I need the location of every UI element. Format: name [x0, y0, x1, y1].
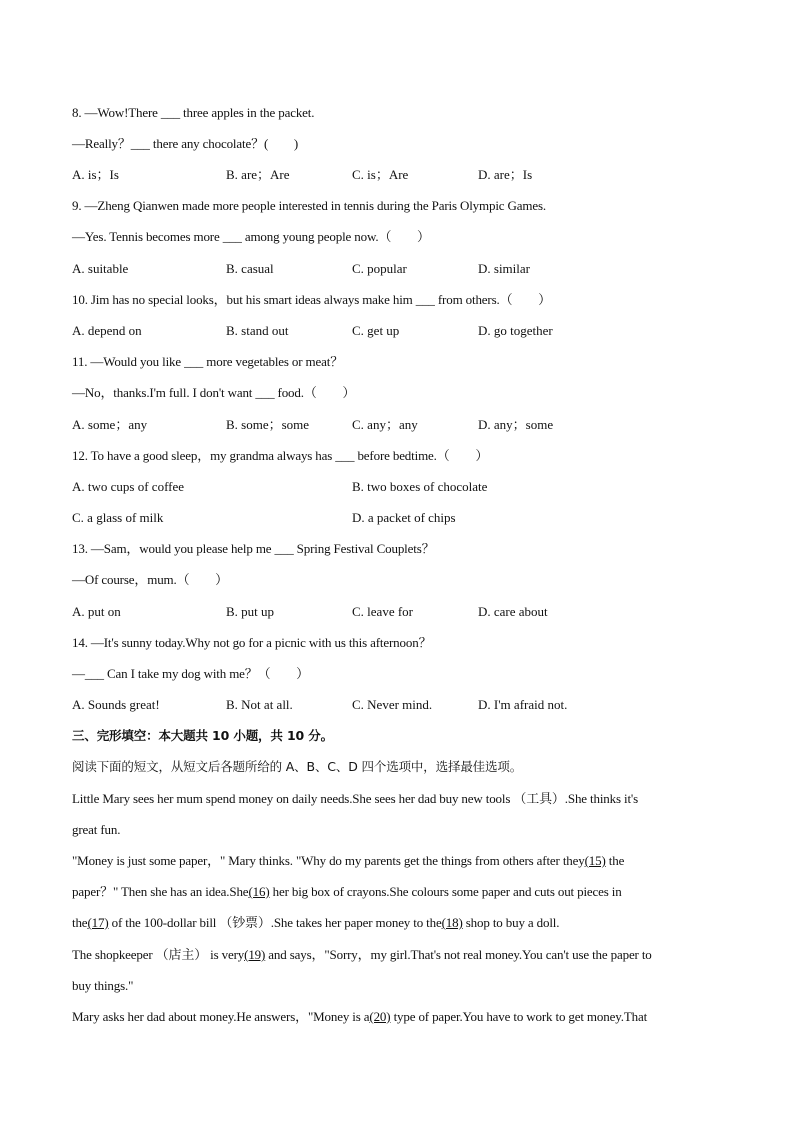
passage-text: her big box of crayons.She colours some paper and cuts out pieces in — [269, 884, 622, 899]
q11-option-a: A. some；any — [72, 417, 148, 432]
blank-18: (18) — [441, 915, 463, 930]
q8-option-d: D. are；Is — [478, 167, 533, 182]
q13-option-b: B. put up — [226, 604, 275, 619]
q8-option-b: B. are；Are — [226, 167, 290, 182]
passage-text: shop to buy a doll. — [462, 915, 560, 930]
blank-15: (15) — [584, 853, 606, 868]
q8-option-c: C. is；Are — [352, 167, 409, 182]
q9-reply: —Yes. Tennis becomes more ___ among young people now.（ ） — [72, 229, 430, 244]
passage-line-1: Little Mary sees her mum spend money on daily needs.She sees her dad buy new tools （工具）.She thinks it's — [72, 791, 639, 806]
q13-option-c: C. leave for — [352, 604, 414, 619]
q9-option-c: C. popular — [352, 261, 407, 276]
q11-option-b: B. some；some — [226, 417, 310, 432]
q9-option-d: D. similar — [478, 261, 530, 276]
q12-option-c: C. a glass of milk — [72, 510, 164, 525]
q14-option-d: D. I'm afraid not. — [478, 697, 568, 712]
passage-line-4 — [72, 884, 622, 900]
q11-option-c: C. any；any — [352, 417, 418, 432]
section-3-instruction: 阅读下面的短文，从短文后各题所给的 A、B、C、D 四个选项中，选择最佳选项。 — [72, 759, 523, 774]
passage-text: "Money is just some paper，" Mary thinks. "Why do my parents get the things from others after they — [72, 853, 585, 868]
passage-line-7: buy things." — [72, 978, 134, 993]
q10-option-a: A. depend on — [72, 323, 142, 338]
q10-stem: 10. Jim has no special looks，but his smart ideas always make him ___ from others.（ ） — [72, 292, 552, 307]
blank-19: (19) — [244, 947, 266, 962]
blank-16: (16) — [248, 884, 270, 899]
q8-option-a: A. is；Is — [72, 167, 119, 182]
passage-text: The shopkeeper （店主） is very — [72, 947, 245, 962]
passage-line-2: great fun. — [72, 822, 121, 837]
blank-17: (17) — [87, 915, 109, 930]
q13-option-a: A. put on — [72, 604, 121, 619]
passage-text: paper？" Then she has an idea.She — [72, 884, 249, 899]
q13-reply: —Of course，mum.（ ） — [72, 572, 229, 587]
passage-text: Mary asks her dad about money.He answers，"Money is a — [72, 1009, 370, 1024]
passage-text: of the 100-dollar bill （钞票）.She takes her paper money to the — [108, 915, 442, 930]
q14-option-c: C. Never mind. — [352, 697, 433, 712]
passage-text: and says，"Sorry，my girl.That's not real money.You can't use the paper to — [265, 947, 652, 962]
q8-reply: —Really？___ there any chocolate？( ) — [72, 136, 298, 151]
q13-stem: 13. —Sam，would you please help me ___ Spring Festival Couplets？ — [72, 541, 435, 556]
section-3-title: 三、完形填空：本大题共 10 小题，共 10 分。 — [72, 728, 333, 743]
passage-text: type of paper.You have to work to get money.That — [390, 1009, 648, 1024]
q14-option-a: A. Sounds great! — [72, 697, 160, 712]
q12-option-a: A. two cups of coffee — [72, 479, 185, 494]
q10-option-c: C. get up — [352, 323, 400, 338]
q11-reply: —No，thanks.I'm full. I don't want ___ food.（ ） — [72, 385, 356, 400]
q11-stem: 11. —Would you like ___ more vegetables or meat？ — [72, 354, 344, 369]
q9-option-b: B. casual — [226, 261, 274, 276]
passage-text: the — [605, 853, 625, 868]
q9-stem: 9. —Zheng Qianwen made more people interested in tennis during the Paris Olympic Games. — [72, 198, 546, 213]
q12-option-d: D. a packet of chips — [352, 510, 456, 525]
passage-line-5 — [72, 915, 559, 931]
blank-20: (20) — [369, 1009, 391, 1024]
passage-line-6 — [72, 947, 652, 963]
q12-option-b: B. two boxes of chocolate — [352, 479, 488, 494]
passage-text: the — [72, 915, 88, 930]
q10-option-d: D. go together — [478, 323, 553, 338]
q8-stem: 8. —Wow!There ___ three apples in the packet. — [72, 105, 315, 120]
q9-option-a: A. suitable — [72, 261, 129, 276]
passage-line-8 — [72, 1009, 647, 1025]
passage-line-3 — [72, 853, 624, 869]
q10-option-b: B. stand out — [226, 323, 289, 338]
q14-reply: —___ Can I take my dog with me？（ ） — [72, 666, 310, 681]
q11-option-d: D. any；some — [478, 417, 554, 432]
q12-stem: 12. To have a good sleep，my grandma always has ___ before bedtime.（ ） — [72, 448, 489, 463]
q14-stem: 14. —It's sunny today.Why not go for a picnic with us this afternoon？ — [72, 635, 432, 650]
q13-option-d: D. care about — [478, 604, 548, 619]
q14-option-b: B. Not at all. — [226, 697, 293, 712]
